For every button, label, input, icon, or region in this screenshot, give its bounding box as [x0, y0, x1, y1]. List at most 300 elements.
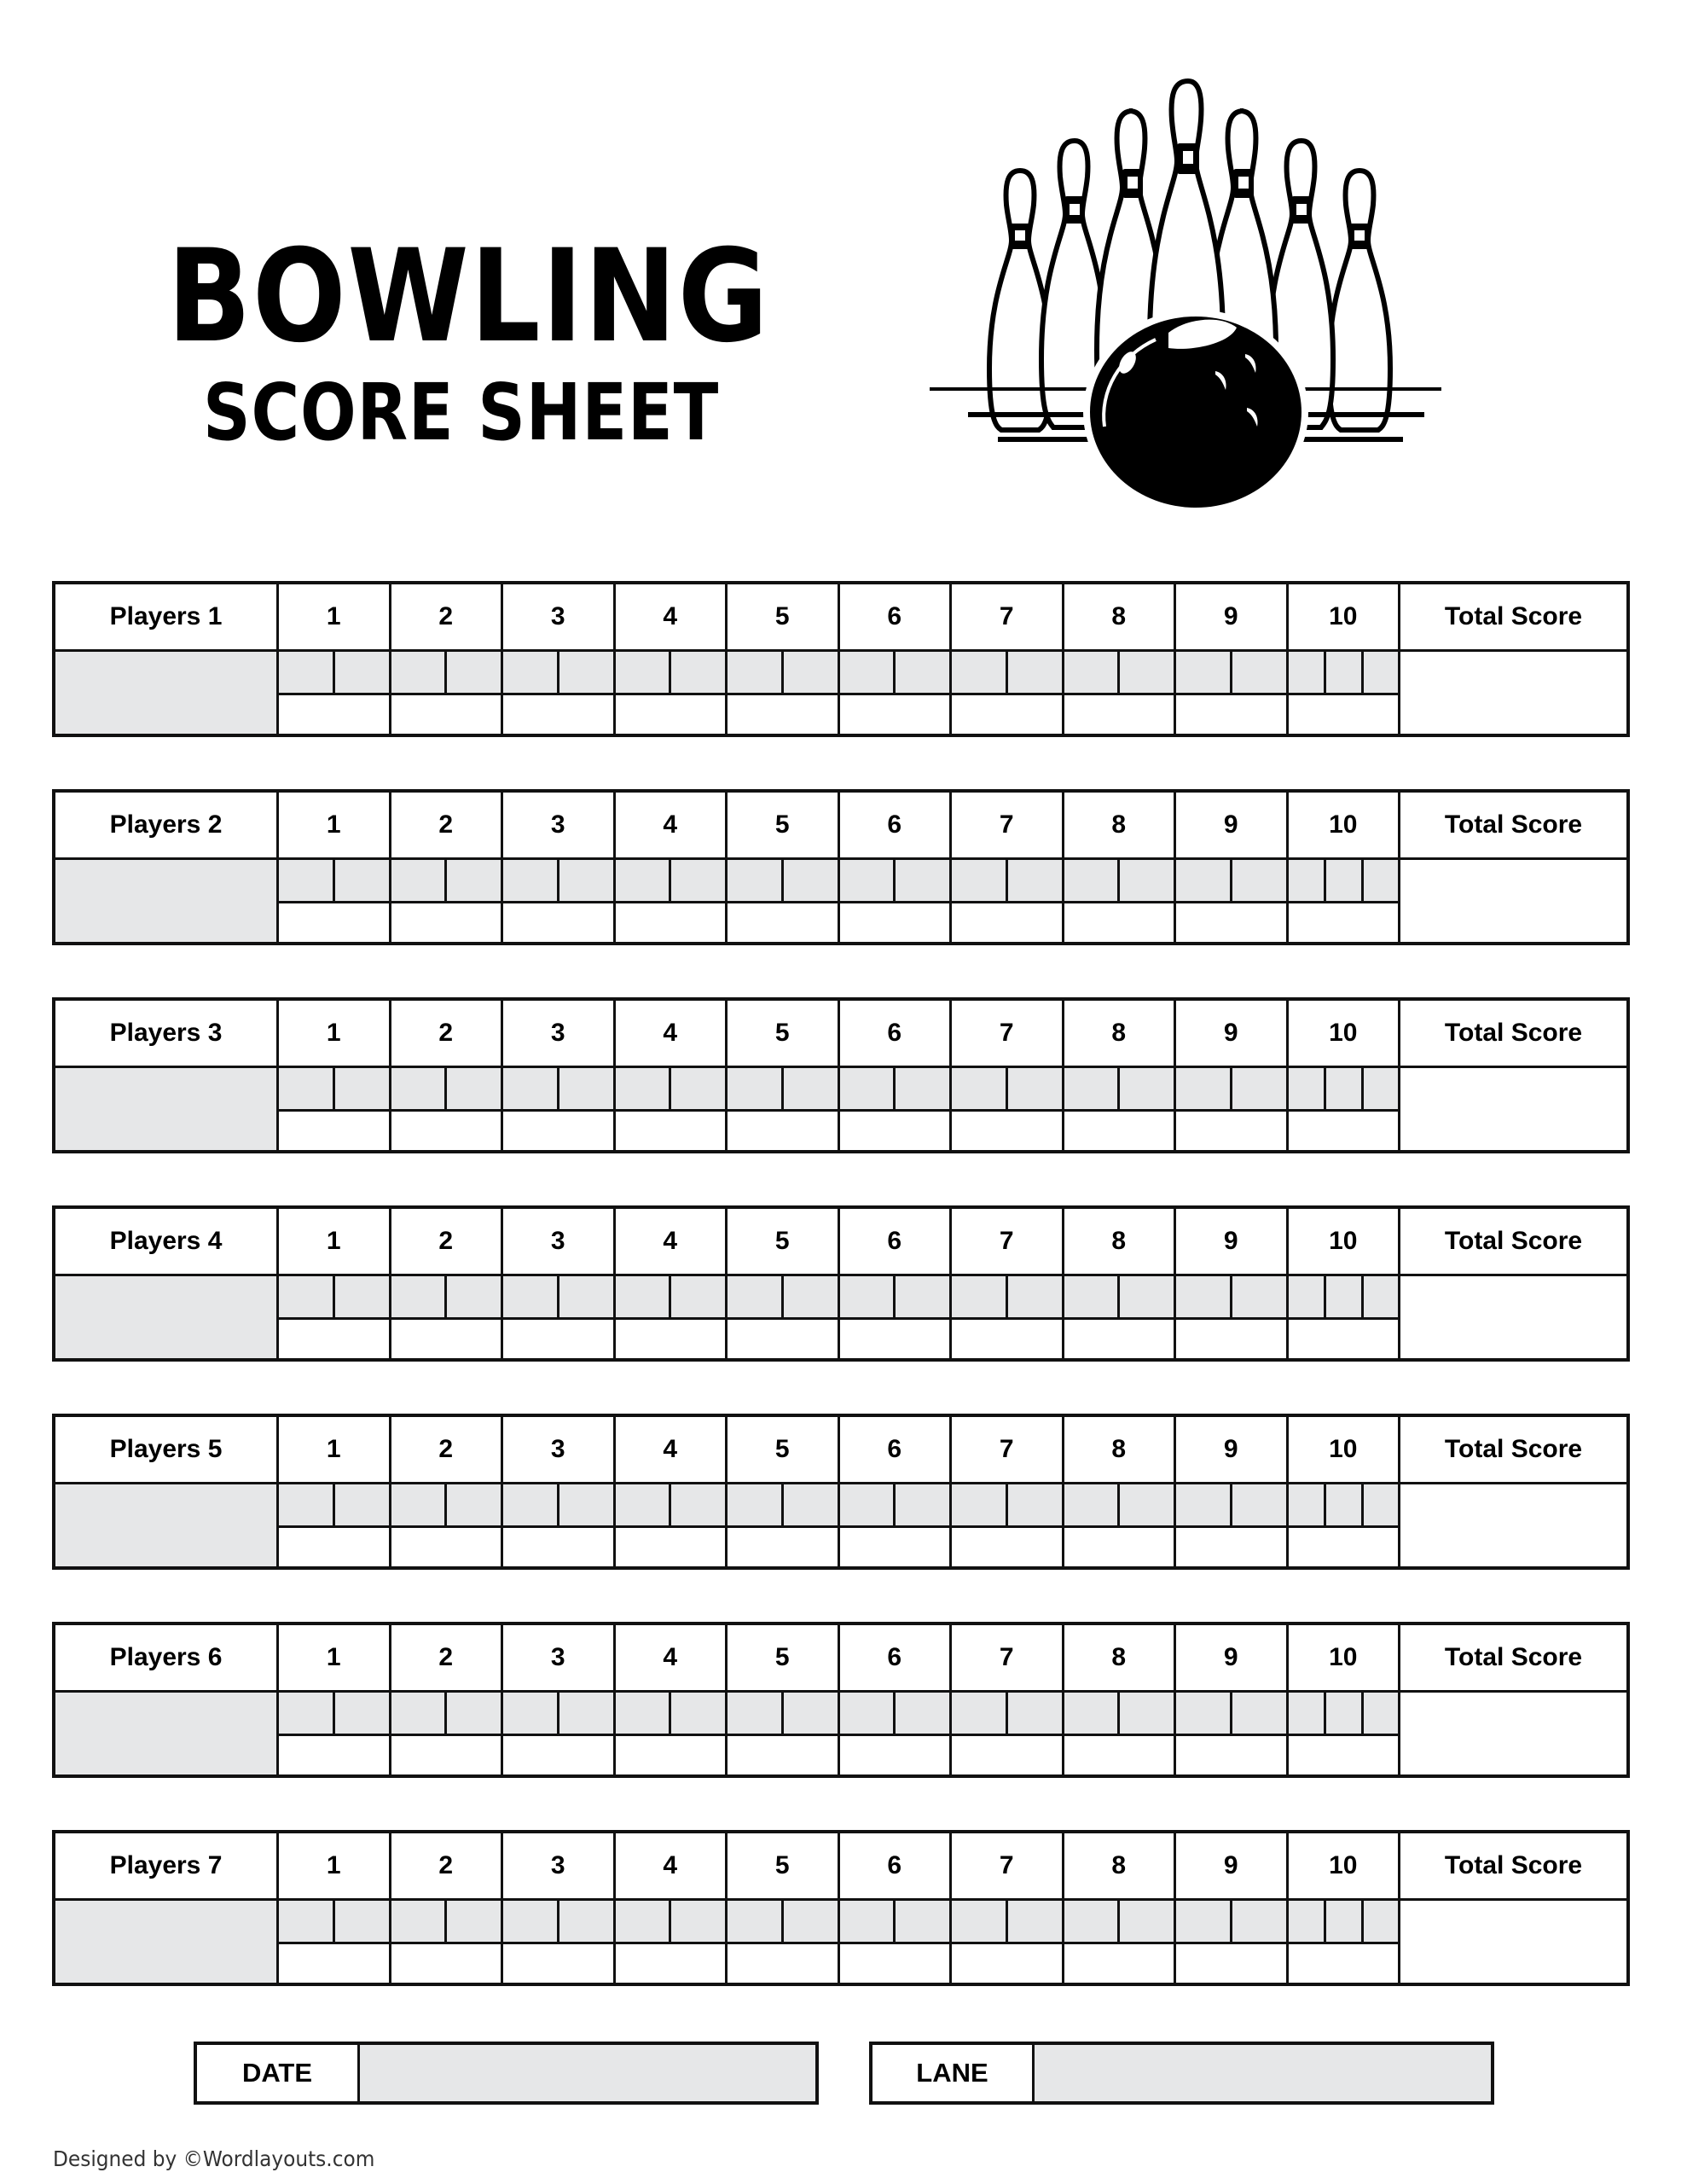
roll-divider: [444, 1693, 447, 1734]
frame-cumulative-score[interactable]: [1176, 1320, 1289, 1358]
roll-divider: [893, 1276, 896, 1317]
frame-number-header: 5: [728, 584, 840, 652]
frame-number-header: 3: [503, 1209, 616, 1276]
total-score-field[interactable]: [1400, 652, 1626, 734]
frame-number-header: 4: [616, 1833, 728, 1901]
frame-roll-boxes[interactable]: [1064, 1484, 1177, 1528]
frame-cumulative-score[interactable]: [952, 903, 1064, 942]
frame-cumulative-score[interactable]: [1064, 1944, 1177, 1983]
frame-roll-boxes[interactable]: [391, 1901, 504, 1944]
roll-divider: [1361, 1901, 1364, 1942]
frame-roll-boxes[interactable]: [616, 1484, 728, 1528]
frame-cumulative-score[interactable]: [391, 1528, 504, 1566]
frame-number-header: 10: [1289, 1833, 1401, 1901]
frame-cumulative-score[interactable]: [840, 1320, 953, 1358]
player-label: Players 5: [55, 1417, 279, 1484]
frame-number-header: 10: [1289, 1625, 1401, 1693]
frame-number-header: 2: [391, 793, 504, 860]
frame-cumulative-score[interactable]: [616, 1944, 728, 1983]
roll-divider: [781, 1693, 784, 1734]
player-label: Players 4: [55, 1209, 279, 1276]
frame-cumulative-score[interactable]: [728, 1736, 840, 1774]
frame-cumulative-score[interactable]: [1176, 1528, 1289, 1566]
frame-cumulative-score[interactable]: [279, 695, 391, 734]
frame-roll-boxes[interactable]: [1289, 1276, 1401, 1320]
frame-cumulative-score[interactable]: [1289, 1528, 1401, 1566]
frame-roll-boxes[interactable]: [1176, 1068, 1289, 1112]
roll-divider: [333, 1068, 335, 1109]
frame-roll-boxes[interactable]: [1176, 652, 1289, 695]
roll-divider: [1117, 1276, 1120, 1317]
roll-divider: [444, 1068, 447, 1109]
date-label: DATE: [197, 2045, 360, 2101]
frame-cumulative-score[interactable]: [728, 1320, 840, 1358]
frame-number-header: 1: [279, 1001, 391, 1068]
roll-divider: [669, 1276, 671, 1317]
frame-cumulative-score[interactable]: [279, 1320, 391, 1358]
frame-number-header: 8: [1064, 1625, 1177, 1693]
frame-cumulative-score[interactable]: [728, 903, 840, 942]
frame-roll-boxes[interactable]: [728, 1276, 840, 1320]
frame-cumulative-score[interactable]: [503, 1528, 616, 1566]
roll-divider: [557, 860, 559, 901]
player-name-field[interactable]: [55, 1276, 279, 1358]
frame-cumulative-score[interactable]: [728, 1528, 840, 1566]
frame-roll-boxes[interactable]: [279, 652, 391, 695]
frame-cumulative-score[interactable]: [391, 1112, 504, 1150]
frame-number-header: 3: [503, 1001, 616, 1068]
frame-number-header: 8: [1064, 1417, 1177, 1484]
frame-cumulative-score[interactable]: [840, 903, 953, 942]
frame-number-header: 7: [952, 1417, 1064, 1484]
frame-roll-boxes[interactable]: [503, 860, 616, 903]
frame-cumulative-score[interactable]: [952, 1528, 1064, 1566]
roll-divider: [1006, 1901, 1008, 1942]
frame-number-header: 9: [1176, 1001, 1289, 1068]
frame-number-header: 1: [279, 1833, 391, 1901]
roll-divider: [1006, 1693, 1008, 1734]
frame-cumulative-score[interactable]: [616, 1320, 728, 1358]
roll-divider: [781, 1484, 784, 1525]
frame-roll-boxes[interactable]: [1064, 1901, 1177, 1944]
frame-cumulative-score[interactable]: [1176, 1944, 1289, 1983]
frame-cumulative-score[interactable]: [1176, 903, 1289, 942]
roll-divider: [781, 860, 784, 901]
roll-divider: [1324, 1276, 1326, 1317]
total-score-header: Total Score: [1400, 584, 1626, 652]
frame-number-header: 4: [616, 1625, 728, 1693]
frame-number-header: 10: [1289, 1209, 1401, 1276]
frame-roll-boxes[interactable]: [1064, 1068, 1177, 1112]
frame-roll-boxes[interactable]: [1176, 1484, 1289, 1528]
frame-number-header: 7: [952, 584, 1064, 652]
frame-roll-boxes[interactable]: [1289, 652, 1401, 695]
roll-divider: [1324, 1068, 1326, 1109]
frame-roll-boxes[interactable]: [616, 1693, 728, 1736]
player-label: Players 6: [55, 1625, 279, 1693]
frame-cumulative-score[interactable]: [1289, 695, 1401, 734]
roll-divider: [1006, 1068, 1008, 1109]
total-score-field[interactable]: [1400, 860, 1626, 942]
roll-divider: [444, 1484, 447, 1525]
frame-roll-boxes[interactable]: [728, 860, 840, 903]
frame-number-header: 8: [1064, 793, 1177, 860]
frame-cumulative-score[interactable]: [1064, 903, 1177, 942]
frame-roll-boxes[interactable]: [616, 1068, 728, 1112]
frame-cumulative-score[interactable]: [1064, 1528, 1177, 1566]
frame-cumulative-score[interactable]: [616, 1736, 728, 1774]
frame-number-header: 9: [1176, 1417, 1289, 1484]
frame-roll-boxes[interactable]: [391, 1484, 504, 1528]
total-score-field[interactable]: [1400, 1693, 1626, 1774]
frame-number-header: 8: [1064, 1001, 1177, 1068]
lane-field[interactable]: [1035, 2045, 1491, 2101]
frame-roll-boxes[interactable]: [1176, 860, 1289, 903]
frame-cumulative-score[interactable]: [1289, 1736, 1401, 1774]
frame-cumulative-score[interactable]: [279, 1736, 391, 1774]
frame-roll-boxes[interactable]: [1064, 1693, 1177, 1736]
frame-roll-boxes[interactable]: [840, 1484, 953, 1528]
roll-divider: [781, 652, 784, 693]
frame-cumulative-score[interactable]: [1289, 903, 1401, 942]
frame-number-header: 1: [279, 584, 391, 652]
frame-cumulative-score[interactable]: [1289, 1320, 1401, 1358]
frame-number-header: 4: [616, 793, 728, 860]
frame-cumulative-score[interactable]: [391, 1736, 504, 1774]
frame-number-header: 9: [1176, 1209, 1289, 1276]
frame-roll-boxes[interactable]: [1289, 1484, 1401, 1528]
bowling-pins-and-ball-icon: [930, 77, 1450, 514]
frame-cumulative-score[interactable]: [1064, 1736, 1177, 1774]
frame-number-header: 6: [840, 793, 953, 860]
frame-cumulative-score[interactable]: [1064, 1320, 1177, 1358]
frame-cumulative-score[interactable]: [840, 695, 953, 734]
roll-divider: [1361, 860, 1364, 901]
roll-divider: [893, 652, 896, 693]
roll-divider: [1230, 652, 1232, 693]
frame-cumulative-score[interactable]: [840, 1944, 953, 1983]
frame-number-header: 5: [728, 1001, 840, 1068]
roll-divider: [1117, 860, 1120, 901]
lane-box: [869, 2042, 1494, 2105]
frame-number-header: 4: [616, 1001, 728, 1068]
frame-number-header: 7: [952, 1833, 1064, 1901]
roll-divider: [669, 860, 671, 901]
roll-divider: [669, 1484, 671, 1525]
lane-label: LANE: [872, 2045, 1035, 2101]
player-label: Players 1: [55, 584, 279, 652]
frame-roll-boxes[interactable]: [279, 1068, 391, 1112]
frame-cumulative-score[interactable]: [1176, 1736, 1289, 1774]
frame-cumulative-score[interactable]: [391, 1320, 504, 1358]
frame-roll-boxes[interactable]: [840, 1068, 953, 1112]
frame-number-header: 4: [616, 584, 728, 652]
roll-divider: [1230, 1276, 1232, 1317]
total-score-header: Total Score: [1400, 793, 1626, 860]
total-score-header: Total Score: [1400, 1417, 1626, 1484]
roll-divider: [669, 1068, 671, 1109]
frame-number-header: 8: [1064, 1209, 1177, 1276]
frame-number-header: 5: [728, 1209, 840, 1276]
frame-cumulative-score[interactable]: [1064, 695, 1177, 734]
roll-divider: [1117, 1484, 1120, 1525]
frame-roll-boxes[interactable]: [279, 1693, 391, 1736]
roll-divider: [1324, 1484, 1326, 1525]
roll-divider: [1117, 1901, 1120, 1942]
player-name-field[interactable]: [55, 1068, 279, 1150]
total-score-header: Total Score: [1400, 1209, 1626, 1276]
date-box: [194, 2042, 819, 2105]
total-score-header: Total Score: [1400, 1625, 1626, 1693]
frame-cumulative-score[interactable]: [616, 695, 728, 734]
frame-number-header: 6: [840, 1209, 953, 1276]
roll-divider: [1006, 1276, 1008, 1317]
roll-divider: [444, 1276, 447, 1317]
frame-number-header: 5: [728, 793, 840, 860]
frame-roll-boxes[interactable]: [279, 1901, 391, 1944]
frame-roll-boxes[interactable]: [391, 652, 504, 695]
frame-cumulative-score[interactable]: [279, 1112, 391, 1150]
frame-roll-boxes[interactable]: [391, 1276, 504, 1320]
frame-roll-boxes[interactable]: [840, 1901, 953, 1944]
frame-number-header: 5: [728, 1833, 840, 1901]
frame-cumulative-score[interactable]: [952, 1112, 1064, 1150]
frame-cumulative-score[interactable]: [503, 1736, 616, 1774]
frame-number-header: 3: [503, 1625, 616, 1693]
frame-cumulative-score[interactable]: [952, 1944, 1064, 1983]
frame-roll-boxes[interactable]: [503, 1484, 616, 1528]
total-score-field[interactable]: [1400, 1068, 1626, 1150]
frame-roll-boxes[interactable]: [840, 1693, 953, 1736]
roll-divider: [1361, 652, 1364, 693]
roll-divider: [1230, 1901, 1232, 1942]
player-score-table: [52, 997, 1630, 1153]
roll-divider: [1361, 1068, 1364, 1109]
frame-cumulative-score[interactable]: [503, 1320, 616, 1358]
frame-roll-boxes[interactable]: [728, 1484, 840, 1528]
frame-number-header: 6: [840, 584, 953, 652]
total-score-field[interactable]: [1400, 1276, 1626, 1358]
frame-number-header: 7: [952, 1209, 1064, 1276]
frame-roll-boxes[interactable]: [952, 860, 1064, 903]
frame-roll-boxes[interactable]: [952, 1901, 1064, 1944]
player-score-table: [52, 1622, 1630, 1778]
frame-cumulative-score[interactable]: [503, 1944, 616, 1983]
frame-roll-boxes[interactable]: [616, 652, 728, 695]
frame-number-header: 3: [503, 1833, 616, 1901]
roll-divider: [1361, 1484, 1364, 1525]
frame-roll-boxes[interactable]: [952, 1693, 1064, 1736]
frame-roll-boxes[interactable]: [1289, 1068, 1401, 1112]
frame-roll-boxes[interactable]: [952, 1068, 1064, 1112]
roll-divider: [333, 860, 335, 901]
roll-divider: [893, 1693, 896, 1734]
frame-roll-boxes[interactable]: [728, 652, 840, 695]
player-score-table: [52, 1205, 1630, 1362]
frame-roll-boxes[interactable]: [952, 652, 1064, 695]
frame-number-header: 8: [1064, 584, 1177, 652]
frame-roll-boxes[interactable]: [1289, 860, 1401, 903]
frame-cumulative-score[interactable]: [952, 1736, 1064, 1774]
frame-roll-boxes[interactable]: [503, 1276, 616, 1320]
frame-roll-boxes[interactable]: [503, 1901, 616, 1944]
roll-divider: [1230, 1068, 1232, 1109]
roll-divider: [1230, 860, 1232, 901]
frame-roll-boxes[interactable]: [391, 860, 504, 903]
roll-divider: [333, 1901, 335, 1942]
roll-divider: [893, 860, 896, 901]
player-score-table: [52, 1830, 1630, 1986]
frame-cumulative-score[interactable]: [1289, 1112, 1401, 1150]
player-score-table: [52, 581, 1630, 737]
frame-number-header: 9: [1176, 793, 1289, 860]
roll-divider: [1117, 1068, 1120, 1109]
frame-roll-boxes[interactable]: [1064, 1276, 1177, 1320]
frame-cumulative-score[interactable]: [503, 1112, 616, 1150]
roll-divider: [893, 1068, 896, 1109]
frame-roll-boxes[interactable]: [840, 1276, 953, 1320]
frame-roll-boxes[interactable]: [840, 860, 953, 903]
roll-divider: [1324, 652, 1326, 693]
player-score-table: [52, 1414, 1630, 1570]
frame-roll-boxes[interactable]: [952, 1484, 1064, 1528]
frame-cumulative-score[interactable]: [840, 1112, 953, 1150]
player-label: Players 3: [55, 1001, 279, 1068]
date-field[interactable]: [360, 2045, 815, 2101]
frame-cumulative-score[interactable]: [840, 1736, 953, 1774]
frame-number-header: 4: [616, 1417, 728, 1484]
frame-cumulative-score[interactable]: [616, 1528, 728, 1566]
frame-number-header: 3: [503, 584, 616, 652]
player-score-table: [52, 789, 1630, 945]
frame-roll-boxes[interactable]: [503, 1068, 616, 1112]
frame-cumulative-score[interactable]: [391, 695, 504, 734]
roll-divider: [1361, 1276, 1364, 1317]
roll-divider: [1324, 1693, 1326, 1734]
roll-divider: [1230, 1693, 1232, 1734]
frame-number-header: 9: [1176, 584, 1289, 652]
frame-roll-boxes[interactable]: [1064, 860, 1177, 903]
frame-roll-boxes[interactable]: [391, 1068, 504, 1112]
total-score-field[interactable]: [1400, 1901, 1626, 1983]
player-name-field[interactable]: [55, 860, 279, 942]
roll-divider: [557, 1484, 559, 1525]
sheet-title: BOWLING: [167, 223, 770, 371]
frame-roll-boxes[interactable]: [1176, 1901, 1289, 1944]
player-name-field[interactable]: [55, 1693, 279, 1774]
frame-number-header: 1: [279, 1209, 391, 1276]
frame-cumulative-score[interactable]: [391, 903, 504, 942]
frame-roll-boxes[interactable]: [616, 1276, 728, 1320]
frame-cumulative-score[interactable]: [728, 1112, 840, 1150]
frame-cumulative-score[interactable]: [952, 1320, 1064, 1358]
frame-number-header: 1: [279, 1417, 391, 1484]
frame-number-header: 1: [279, 793, 391, 860]
roll-divider: [781, 1901, 784, 1942]
frame-cumulative-score[interactable]: [1176, 695, 1289, 734]
frame-roll-boxes[interactable]: [1289, 1693, 1401, 1736]
frame-roll-boxes[interactable]: [1289, 1901, 1401, 1944]
roll-divider: [893, 1901, 896, 1942]
frame-number-header: 3: [503, 793, 616, 860]
frame-roll-boxes[interactable]: [728, 1901, 840, 1944]
frame-cumulative-score[interactable]: [503, 903, 616, 942]
frame-roll-boxes[interactable]: [1064, 652, 1177, 695]
frame-cumulative-score[interactable]: [840, 1528, 953, 1566]
frame-number-header: 2: [391, 1209, 504, 1276]
frame-roll-boxes[interactable]: [503, 1693, 616, 1736]
roll-divider: [557, 1901, 559, 1942]
roll-divider: [669, 1693, 671, 1734]
frame-number-header: 6: [840, 1833, 953, 1901]
frame-roll-boxes[interactable]: [728, 1693, 840, 1736]
frame-number-header: 7: [952, 1001, 1064, 1068]
frame-number-header: 8: [1064, 1833, 1177, 1901]
frame-roll-boxes[interactable]: [840, 652, 953, 695]
frame-number-header: 6: [840, 1417, 953, 1484]
roll-divider: [1361, 1693, 1364, 1734]
roll-divider: [669, 652, 671, 693]
frame-roll-boxes[interactable]: [952, 1276, 1064, 1320]
frame-roll-boxes[interactable]: [616, 1901, 728, 1944]
frame-cumulative-score[interactable]: [616, 1112, 728, 1150]
frame-roll-boxes[interactable]: [279, 1484, 391, 1528]
roll-divider: [444, 860, 447, 901]
frame-cumulative-score[interactable]: [503, 695, 616, 734]
roll-divider: [1324, 860, 1326, 901]
total-score-field[interactable]: [1400, 1484, 1626, 1566]
frame-cumulative-score[interactable]: [391, 1944, 504, 1983]
frame-cumulative-score[interactable]: [616, 903, 728, 942]
frame-cumulative-score[interactable]: [1176, 1112, 1289, 1150]
frame-roll-boxes[interactable]: [1176, 1693, 1289, 1736]
frame-cumulative-score[interactable]: [952, 695, 1064, 734]
frame-cumulative-score[interactable]: [728, 695, 840, 734]
player-label: Players 7: [55, 1833, 279, 1901]
frame-roll-boxes[interactable]: [1176, 1276, 1289, 1320]
frame-number-header: 6: [840, 1001, 953, 1068]
roll-divider: [781, 1276, 784, 1317]
frame-cumulative-score[interactable]: [1289, 1944, 1401, 1983]
player-name-field[interactable]: [55, 652, 279, 734]
roll-divider: [893, 1484, 896, 1525]
frame-cumulative-score[interactable]: [279, 1944, 391, 1983]
player-label: Players 2: [55, 793, 279, 860]
roll-divider: [1324, 1901, 1326, 1942]
frame-cumulative-score[interactable]: [728, 1944, 840, 1983]
player-name-field[interactable]: [55, 1901, 279, 1983]
designer-credit: Designed by ©Wordlayouts.com: [53, 2146, 375, 2171]
roll-divider: [557, 1276, 559, 1317]
frame-cumulative-score[interactable]: [279, 1528, 391, 1566]
sheet-subtitle: SCORE SHEET: [203, 367, 720, 458]
frame-number-header: 2: [391, 1001, 504, 1068]
roll-divider: [1006, 652, 1008, 693]
frame-cumulative-score[interactable]: [279, 903, 391, 942]
frame-roll-boxes[interactable]: [279, 1276, 391, 1320]
frame-roll-boxes[interactable]: [728, 1068, 840, 1112]
roll-divider: [1117, 1693, 1120, 1734]
frame-roll-boxes[interactable]: [616, 860, 728, 903]
frame-number-header: 7: [952, 793, 1064, 860]
roll-divider: [781, 1068, 784, 1109]
frame-roll-boxes[interactable]: [503, 652, 616, 695]
frame-roll-boxes[interactable]: [391, 1693, 504, 1736]
frame-roll-boxes[interactable]: [279, 860, 391, 903]
roll-divider: [557, 1068, 559, 1109]
player-name-field[interactable]: [55, 1484, 279, 1566]
frame-cumulative-score[interactable]: [1064, 1112, 1177, 1150]
